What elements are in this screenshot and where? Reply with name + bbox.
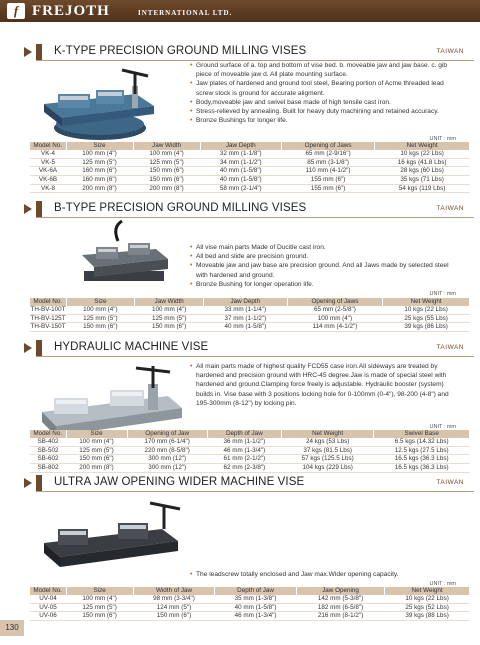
table-cell: 16.5 kgs (36.3 Lbs)	[374, 455, 470, 464]
table-cell: VK-8	[30, 184, 66, 193]
column-header: Opening of Jaws	[287, 298, 383, 306]
column-header: Model No.	[30, 142, 66, 150]
table-header-row	[30, 587, 470, 595]
table-cell: 150 mm (6")	[66, 455, 127, 464]
table-cell: 110 mm (4-1/2")	[281, 167, 374, 176]
section-marker-icon	[24, 47, 32, 57]
feature-item: • Bronze Bushing for longer operation life.	[190, 280, 460, 289]
column-header: Jaw Width	[133, 142, 200, 150]
column-header: Swivel Base	[374, 430, 470, 438]
section-title: K-TYPE PRECISION GROUND MILLING VISES	[54, 45, 307, 57]
table-cell: 150 mm (6")	[133, 167, 200, 176]
table-cell: 65 mm (2-9/16")	[281, 150, 374, 158]
feature-item: • All main parts made of highest quality FCD55 case iron.All sideways are treated by hardened and precision ground with HRC-45 degree.Jaw is made of special steel with hardened and ground.Clamping force freely is adjustable. Hydraulic booster (system) builds in. Vise base with 3 positions locking hole for 0-100mm (0-4"), 98-200 (4-8") and 195-300mm (8-12") by locking pin.	[190, 362, 460, 408]
table-cell: 33 mm (1-1/4")	[204, 306, 287, 314]
table-cell: 40 mm (1-5/8")	[204, 323, 287, 332]
table-cell: 58 mm (2-1/4")	[200, 184, 281, 193]
table-cell: TH-BV-100T	[30, 306, 66, 314]
table-cell: 32 mm (1-1/8")	[200, 150, 281, 158]
table-cell: 125 mm (5")	[66, 446, 127, 455]
section-title: B-TYPE PRECISION GROUND MILLING VISES	[54, 202, 307, 214]
table-row	[30, 306, 470, 314]
table-cell: 85 mm (3-1/8")	[281, 158, 374, 167]
table-cell: 114 mm (4-1/2")	[287, 323, 383, 332]
spec-table	[30, 430, 470, 473]
table-cell: 16.5 kgs (36.3 Lbs)	[374, 463, 470, 472]
feature-item: • Ground surface of a. top and bottom of vise bed. b. moveable jaw and jaw base. c. gib piece of moveable jaw d. All plate mounting surface.	[190, 61, 460, 79]
table-row	[30, 455, 470, 464]
table-cell: UV-04	[30, 595, 66, 603]
section-region: TAIWAN	[436, 479, 464, 486]
table-cell: 100 mm (4")	[66, 595, 133, 603]
table-cell: SB-802	[30, 463, 66, 472]
b-type-vise-photo	[70, 219, 180, 287]
table-row	[30, 595, 470, 603]
section-region: TAIWAN	[436, 48, 464, 55]
table-cell: 170 mm (6-1/4")	[127, 438, 207, 446]
spec-table	[30, 298, 470, 332]
section-header	[36, 340, 474, 357]
table-cell: 100 mm (4")	[287, 314, 383, 323]
column-header: Size	[66, 298, 135, 306]
feature-list	[190, 243, 460, 289]
table-cell: 300 mm (12")	[127, 463, 207, 472]
table-cell: VK-4	[30, 150, 66, 158]
section-marker-icon	[24, 204, 32, 214]
column-header: Net Weight	[383, 298, 470, 306]
table-cell: 150 mm (6")	[135, 323, 204, 332]
table-cell: 40 mm (1-5/8")	[200, 175, 281, 184]
table-cell: 25 kgs (55 Lbs)	[383, 314, 470, 323]
feature-item: • Body,moveable jaw and swivel base made of high tensile cast iron.	[190, 98, 460, 107]
feature-list	[190, 570, 460, 579]
table-cell: 200 mm (8")	[66, 463, 127, 472]
section-marker-icon	[24, 343, 32, 353]
table-cell: 155 mm (6")	[281, 184, 374, 193]
section-header	[36, 201, 474, 218]
column-header: Model No.	[30, 430, 66, 438]
table-cell: 39 kgs (86 Lbs)	[383, 323, 470, 332]
table-cell: UV-05	[30, 603, 66, 612]
brand-subtitle: INTERNATIONAL LTD.	[138, 9, 233, 17]
table-cell: 35 mm (1-3/8")	[215, 595, 297, 603]
table-row	[30, 167, 470, 176]
table-cell: 300 mm (12")	[127, 455, 207, 464]
table-cell: 100 mm (4")	[66, 306, 135, 314]
table-row	[30, 603, 470, 612]
table-cell: 46 mm (1-3/4")	[207, 446, 281, 455]
table-cell: 40 mm (1-5/8")	[200, 167, 281, 176]
section-header	[36, 475, 474, 492]
column-header: Net Weight	[375, 142, 470, 150]
table-cell: 12.5 kgs (27.5 Lbs)	[374, 446, 470, 455]
table-cell: 216 mm (8-1/2")	[296, 612, 384, 621]
table-cell: 125 mm (5")	[66, 314, 135, 323]
table-cell: 124 mm (5")	[133, 603, 215, 612]
table-row	[30, 314, 470, 323]
feature-item: • All bed and slide are precision ground.	[190, 252, 460, 261]
table-cell: 100 mm (4")	[66, 438, 127, 446]
feature-item: • Stress-relieved by annealing. Built for heavy duty machining and retained accuracy.	[190, 107, 460, 116]
table-cell: UV-06	[30, 612, 66, 621]
table-cell: 160 mm (6")	[66, 167, 133, 176]
table-row	[30, 158, 470, 167]
table-header-row	[30, 298, 470, 306]
table-cell: 54 kgs (119 Lbs)	[375, 184, 470, 193]
table-cell: 150 mm (6")	[66, 612, 133, 621]
table-cell: 125 mm (5")	[135, 314, 204, 323]
feature-item: • All vise main parts Made of Ducitle cast iron.	[190, 243, 460, 252]
table-cell: 24 kgs (53 Lbs)	[281, 438, 373, 446]
section-region: TAIWAN	[436, 205, 464, 212]
table-cell: 37 kgs (81.5 Lbs)	[281, 446, 373, 455]
unit-label: UNIT : mm	[429, 424, 456, 430]
table-cell: 46 mm (1-3/4")	[215, 612, 297, 621]
table-cell: 10 kgs (22 Lbs)	[383, 306, 470, 314]
table-cell: 200 mm (8")	[133, 184, 200, 193]
table-cell: 62 mm (2-3/8")	[207, 463, 281, 472]
table-cell: TH-BV-150T	[30, 323, 66, 331]
table-cell: 36 mm (1-1/2")	[207, 438, 281, 446]
unit-label: UNIT : mm	[429, 136, 456, 142]
table-cell: TH-BV-125T	[30, 314, 66, 322]
column-header: Depth of Jaw	[207, 430, 281, 438]
column-header: Jaw Width	[135, 298, 204, 306]
section-title: ULTRA JAW OPENING WIDER MACHINE VISE	[54, 476, 305, 488]
table-row	[30, 463, 470, 472]
table-row	[30, 446, 470, 455]
table-cell: 40 mm (1-5/8")	[215, 603, 297, 612]
table-cell: 98 mm (3-3/4")	[133, 595, 215, 603]
table-cell: 104 kgs (229 Lbs)	[281, 463, 373, 472]
table-header-row	[30, 142, 470, 150]
table-cell: 182 mm (6-5/8")	[296, 603, 384, 612]
table-row	[30, 438, 470, 446]
table-cell: VK-6B	[30, 175, 66, 184]
column-header: Jaw Depth	[204, 298, 287, 306]
column-header: Opening of Jaw	[127, 430, 207, 438]
table-cell: 10 kgs (22 Lbs)	[375, 150, 470, 158]
table-row	[30, 150, 470, 158]
column-header: Size	[66, 430, 127, 438]
header-band	[0, 0, 480, 22]
brand-logo-icon: f	[7, 3, 25, 19]
table-cell: 100 mm (4")	[66, 150, 133, 158]
brand-name: FREJOTH	[32, 3, 110, 19]
table-cell: 125 mm (5")	[133, 158, 200, 167]
table-cell: 16 kgs (41.8 Lbs)	[375, 158, 470, 167]
table-row	[30, 323, 470, 332]
spec-table	[30, 142, 470, 193]
feature-list	[190, 61, 460, 125]
column-header: Model No.	[30, 298, 66, 306]
column-header: Jaw Depth	[200, 142, 281, 150]
table-cell: 35 kgs (71 Lbs)	[375, 175, 470, 184]
table-cell: 200 mm (8")	[66, 184, 133, 193]
table-cell: 142 mm (5-3/8")	[296, 595, 384, 603]
k-type-vise-photo	[36, 64, 166, 146]
column-header: Net Weight	[385, 587, 470, 595]
table-cell: 150 mm (6")	[66, 323, 135, 332]
section-marker-icon	[24, 478, 32, 488]
table-cell: VK-6A	[30, 167, 66, 176]
section-header	[36, 44, 474, 61]
table-cell: 100 mm (4")	[133, 150, 200, 158]
column-header: Net Weight	[281, 430, 373, 438]
table-cell: SB-502	[30, 446, 66, 455]
column-header: Size	[66, 142, 133, 150]
feature-item: • Jaw plates of hardened and ground tool steel, Bearing portion of Acme threaded lead screw stock is ground for accurate aligment.	[190, 79, 460, 97]
table-cell: 100 mm (4")	[135, 306, 204, 314]
table-row	[30, 184, 470, 193]
ultra-jaw-vise-photo	[36, 495, 186, 579]
table-cell: 125 mm (5")	[66, 603, 133, 612]
table-cell: 28 kgs (60 Lbs)	[375, 167, 470, 176]
table-cell: 10 kgs (22 Lbs)	[385, 595, 470, 603]
table-cell: SB-602	[30, 455, 66, 464]
column-header: Model No.	[30, 587, 66, 595]
column-header: Jaw Opening	[296, 587, 384, 595]
table-cell: 57 kgs (125.5 Lbs)	[281, 455, 373, 464]
column-header: Width of Jaw	[133, 587, 215, 595]
feature-item: • Bronze Bushings for longer life.	[190, 116, 460, 125]
table-cell: 6.5 kgs (14.32 Lbs)	[374, 438, 470, 446]
table-cell: VK-5	[30, 158, 66, 167]
page-number: 130	[0, 620, 24, 636]
column-header: Depth of Jaw	[215, 587, 297, 595]
section-region: TAIWAN	[436, 344, 464, 351]
column-header: Opening of Jaws	[281, 142, 374, 150]
table-row	[30, 175, 470, 184]
spec-table	[30, 587, 470, 621]
table-cell: 150 mm (6")	[133, 612, 215, 621]
column-header: Size	[66, 587, 133, 595]
feature-item: • The leadscrew totally enclosed and Jaw max.Wider opening capacity.	[190, 570, 460, 579]
section-title: HYDRAULIC MACHINE VISE	[54, 341, 209, 353]
table-cell: 220 mm (8-5/8")	[127, 446, 207, 455]
table-cell: 34 mm (1-1/2")	[200, 158, 281, 167]
table-header-row	[30, 430, 470, 438]
table-cell: 61 mm (2-1/2")	[207, 455, 281, 464]
table-cell: 37 mm (1-1/2")	[204, 314, 287, 323]
table-cell: 65 mm (2-5/8")	[287, 306, 383, 314]
feature-item: • Moveable jaw and jaw base are precision ground. And all Jaws made by selected steel with hardened and ground.	[190, 261, 460, 279]
table-cell: 39 kgs (88 Lbs)	[385, 612, 470, 621]
table-cell: 150 mm (6")	[133, 175, 200, 184]
table-cell: 160 mm (6")	[66, 175, 133, 184]
table-cell: 25 kgs (52 Lbs)	[385, 603, 470, 612]
table-row	[30, 612, 470, 621]
table-cell: 125 mm (5")	[66, 158, 133, 167]
feature-list	[190, 362, 460, 408]
unit-label: UNIT : mm	[429, 291, 456, 297]
table-cell: 155 mm (6")	[281, 175, 374, 184]
table-cell: SB-402	[30, 438, 66, 446]
unit-label: UNIT : mm	[429, 581, 456, 587]
